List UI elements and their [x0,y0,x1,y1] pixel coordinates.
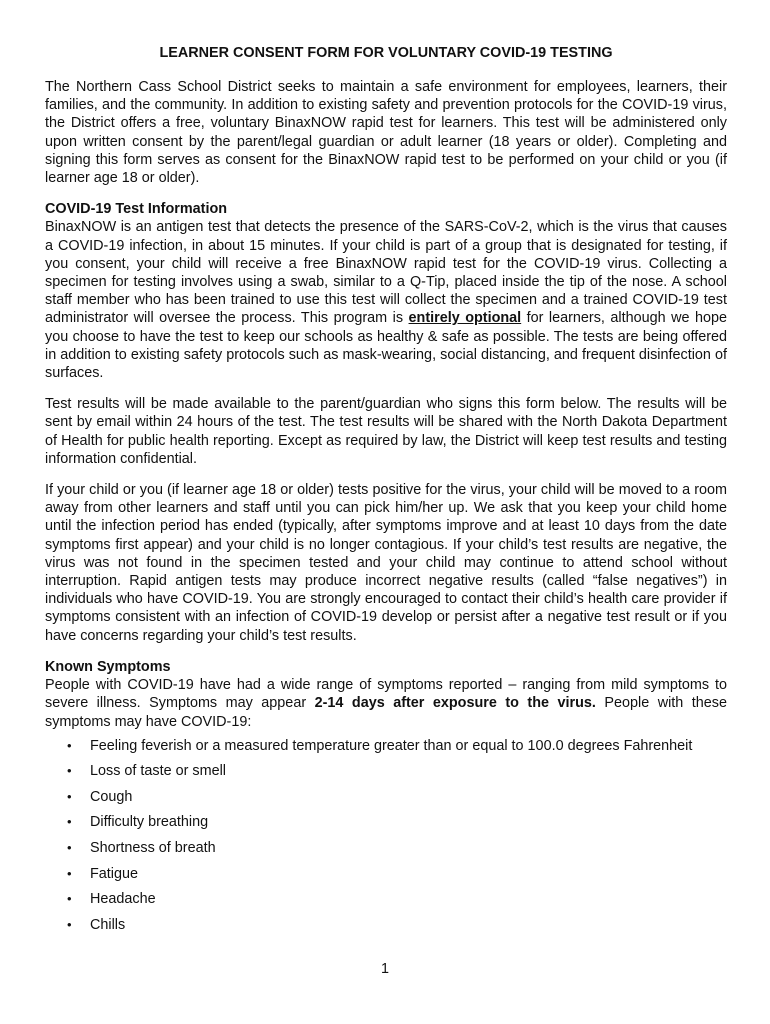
page-title: LEARNER CONSENT FORM FOR VOLUNTARY COVID-19 TESTING [159,45,613,61]
test-info-text-before: BinaxNOW is an antigen test that detects the presence of the SARS-CoV-2, which is the virus that causes a COVID-19 infection, in about 15 minutes. If your child is part of a group that is designated for testing, if you consent, your child will receive a free BinaxNOW rapid test for the COVID-19 virus. Collecting a specimen for testing involves using a swab, similar to a Q-Tip, placed inside the tip of the nose. A school staff member who has been trained to use this test will collect the specimen and a trained COVID-19 test administrator will oversee the process. This program is [45,219,727,327]
bullet-icon: • [67,737,72,753]
test-info-text-after: for learners, although we hope you choose to have the test to keep our schools as healthy & safe as possible. The tests are being offered in addition to existing safety protocols such as mask-wearing, social distancing, and frequent disinfection of surfaces. [45,310,727,382]
symptom-headache: Headache [90,891,156,908]
exposure-window-emphasis: 2-14 days after exposure to the virus. [314,695,596,712]
symptom-fatigue: Fatigue [90,865,138,882]
bullet-icon: • [67,788,72,804]
test-info-heading: COVID-19 Test Information [45,201,228,218]
bullet-icon: • [67,865,72,881]
symptoms-list [45,737,727,942]
list-item [45,890,727,916]
results-paragraph: Test results will be made available to the parent/guardian who signs this form below. The results will be sent by email within 24 hours of the test. The test results will be shared with the North Dakota Department of Health for public health reporting. Except as required by law, the District will keep test results and testing information confidential. [45,396,727,467]
positive-result-paragraph: If your child or you (if learner age 18 or older) tests positive for the virus, your child will be moved to a room away from other learners and staff until you can pick him/her up. We ask that you keep your child home until the infection period has ended (typically, after symptoms improve and at least 10 days from the date symptoms first appear) and your child is no longer contagious. If your child’s test results are negative, the virus was not found in the specimen tested and your child may continue to attend school without interruption. Rapid antigen tests may produce incorrect negative results (called “false negatives”) in individuals who have COVID-19. You are strongly encouraged to contact their child’s health care provider if symptoms consistent with an infection of COVID-19 develop or persist after a negative test result or if you have concerns regarding your child’s test results. [45,482,727,644]
document-page [45,44,727,941]
bullet-icon: • [67,840,72,856]
symptom-fever: Feeling feverish or a measured temperature greater than or equal to 100.0 degrees Fahrenheit [90,737,693,754]
symptoms-heading: Known Symptoms [45,658,171,675]
symptoms-text-after: People with these symptoms may have COVID-19: [45,695,727,730]
intro-paragraph: The Northern Cass School District seeks to maintain a safe environment for employees, learners, their families, and the community. In addition to existing safety and prevention protocols for the COVID-19 virus, the District offers a free, voluntary BinaxNOW rapid test for learners. This test will be administered only upon written consent by the parent/legal guardian or adult learner (18 years or older). Completing and signing this form serves as consent for the BinaxNOW rapid test to be performed on your child or you (if learner age 18 or older). [45,79,727,187]
list-item [45,762,727,788]
list-item [45,788,727,814]
page-number: 1 [380,961,389,977]
list-item [45,839,727,865]
list-item [45,737,727,763]
list-item [45,865,727,891]
symptom-taste-smell: Loss of taste or smell [90,763,226,780]
bullet-icon: • [67,763,72,779]
bullet-icon: • [67,916,72,932]
symptom-shortness-of-breath: Shortness of breath [90,840,216,857]
symptom-chills: Chills [90,916,126,933]
symptoms-section [45,658,727,731]
symptom-difficulty-breathing: Difficulty breathing [90,814,209,831]
bullet-icon: • [67,814,72,830]
list-item [45,813,727,839]
test-info-section [45,200,727,382]
list-item [45,916,727,942]
bullet-icon: • [67,891,72,907]
entirely-optional-emphasis: entirely optional [408,310,522,327]
symptom-cough: Cough [90,788,133,805]
symptoms-text-before: People with COVID-19 have had a wide range of symptoms reported – ranging from mild symptoms to severe illness. Symptoms may appear [45,677,727,712]
